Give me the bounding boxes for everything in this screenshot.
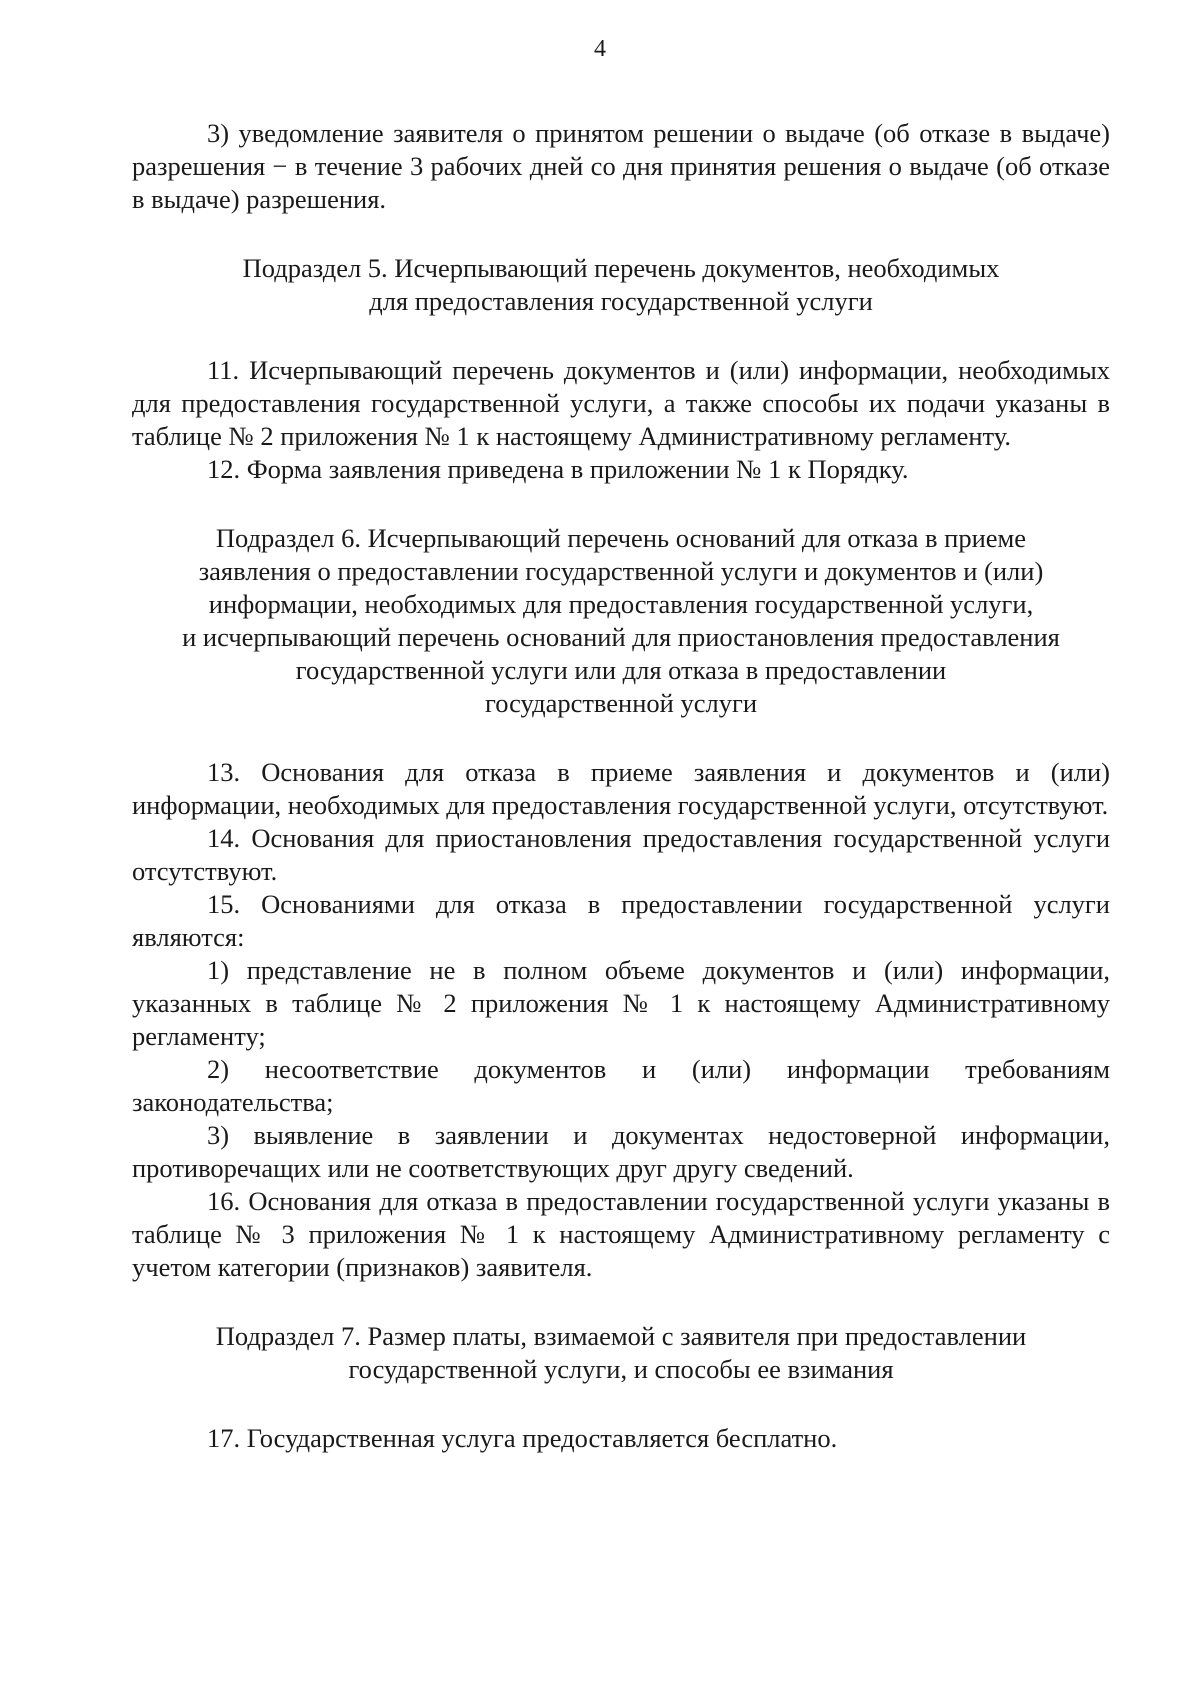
- heading-line: информации, необходимых для предоставления государственной услуги,: [208, 589, 1034, 619]
- paragraph-14: 14. Основания для приостановления предоставления государственной услуги отсутствуют.: [132, 823, 1110, 886]
- page-number: 4: [594, 36, 606, 62]
- paragraph-12: 12. Форма заявления приведена в приложении № 1 к Порядку.: [207, 454, 909, 484]
- paragraph-15: 15. Основаниями для отказа в предоставлении государственной услуги являются:: [132, 889, 1110, 952]
- paragraph-3-notification: 3) уведомление заявителя о принятом решении о выдаче (об отказе в выдаче) разрешения − в течение 3 рабочих дней со дня принятия решения о выдаче (об отказе в выдаче) разрешения.: [132, 118, 1110, 214]
- heading-line: государственной услуги: [484, 688, 758, 718]
- heading-line: Подраздел 7. Размер платы, взимаемой с заявителя при предоставлении: [215, 1321, 1027, 1351]
- paragraph-17: 17. Государственная услуга предоставляется бесплатно.: [207, 1423, 838, 1453]
- heading-line: для предоставления государственной услуги: [369, 286, 873, 316]
- heading-line: Подраздел 6. Исчерпывающий перечень оснований для отказа в приеме: [215, 523, 1027, 553]
- heading-subsection-5: [132, 252, 1110, 318]
- heading-line: государственной услуги или для отказа в предоставлении: [295, 655, 947, 685]
- heading-line: Подраздел 5. Исчерпывающий перечень документов, необходимых: [242, 253, 1000, 283]
- paragraph-15-item-2: 2) несоответствие документов и (или) информации требованиям законодательства;: [132, 1054, 1110, 1117]
- paragraph-15-item-3: 3) выявление в заявлении и документах недостоверной информации, противоречащих или не соответствующих друг другу сведений.: [132, 1120, 1110, 1183]
- heading-subsection-7: [132, 1320, 1110, 1386]
- heading-line: государственной услуги, и способы ее взимания: [348, 1354, 894, 1384]
- paragraph-15-item-1: 1) представление не в полном объеме документов и (или) информации, указанных в таблице № 2 приложения № 1 к настоящему Административному регламенту;: [132, 955, 1110, 1051]
- paragraph-13: 13. Основания для отказа в приеме заявления и документов и (или) информации, необходимых для предоставления государственной услуги, отсутствуют.: [132, 757, 1110, 820]
- heading-line: и исчерпывающий перечень оснований для приостановления предоставления: [182, 622, 1060, 652]
- paragraph-16: 16. Основания для отказа в предоставлении государственной услуги указаны в таблице № 3 приложения № 1 к настоящему Административному регламенту с учетом категории (признаков) заявителя.: [132, 1186, 1110, 1282]
- heading-line: заявления о предоставлении государственной услуги и документов и (или): [198, 556, 1044, 586]
- paragraph-11: 11. Исчерпывающий перечень документов и (или) информации, необходимых для предоставления государственной услуги, а также способы их подачи указаны в таблице № 2 приложения № 1 к настоящему Административному регламенту.: [132, 355, 1110, 451]
- document-body: [132, 117, 1110, 1455]
- heading-subsection-6: [132, 522, 1110, 720]
